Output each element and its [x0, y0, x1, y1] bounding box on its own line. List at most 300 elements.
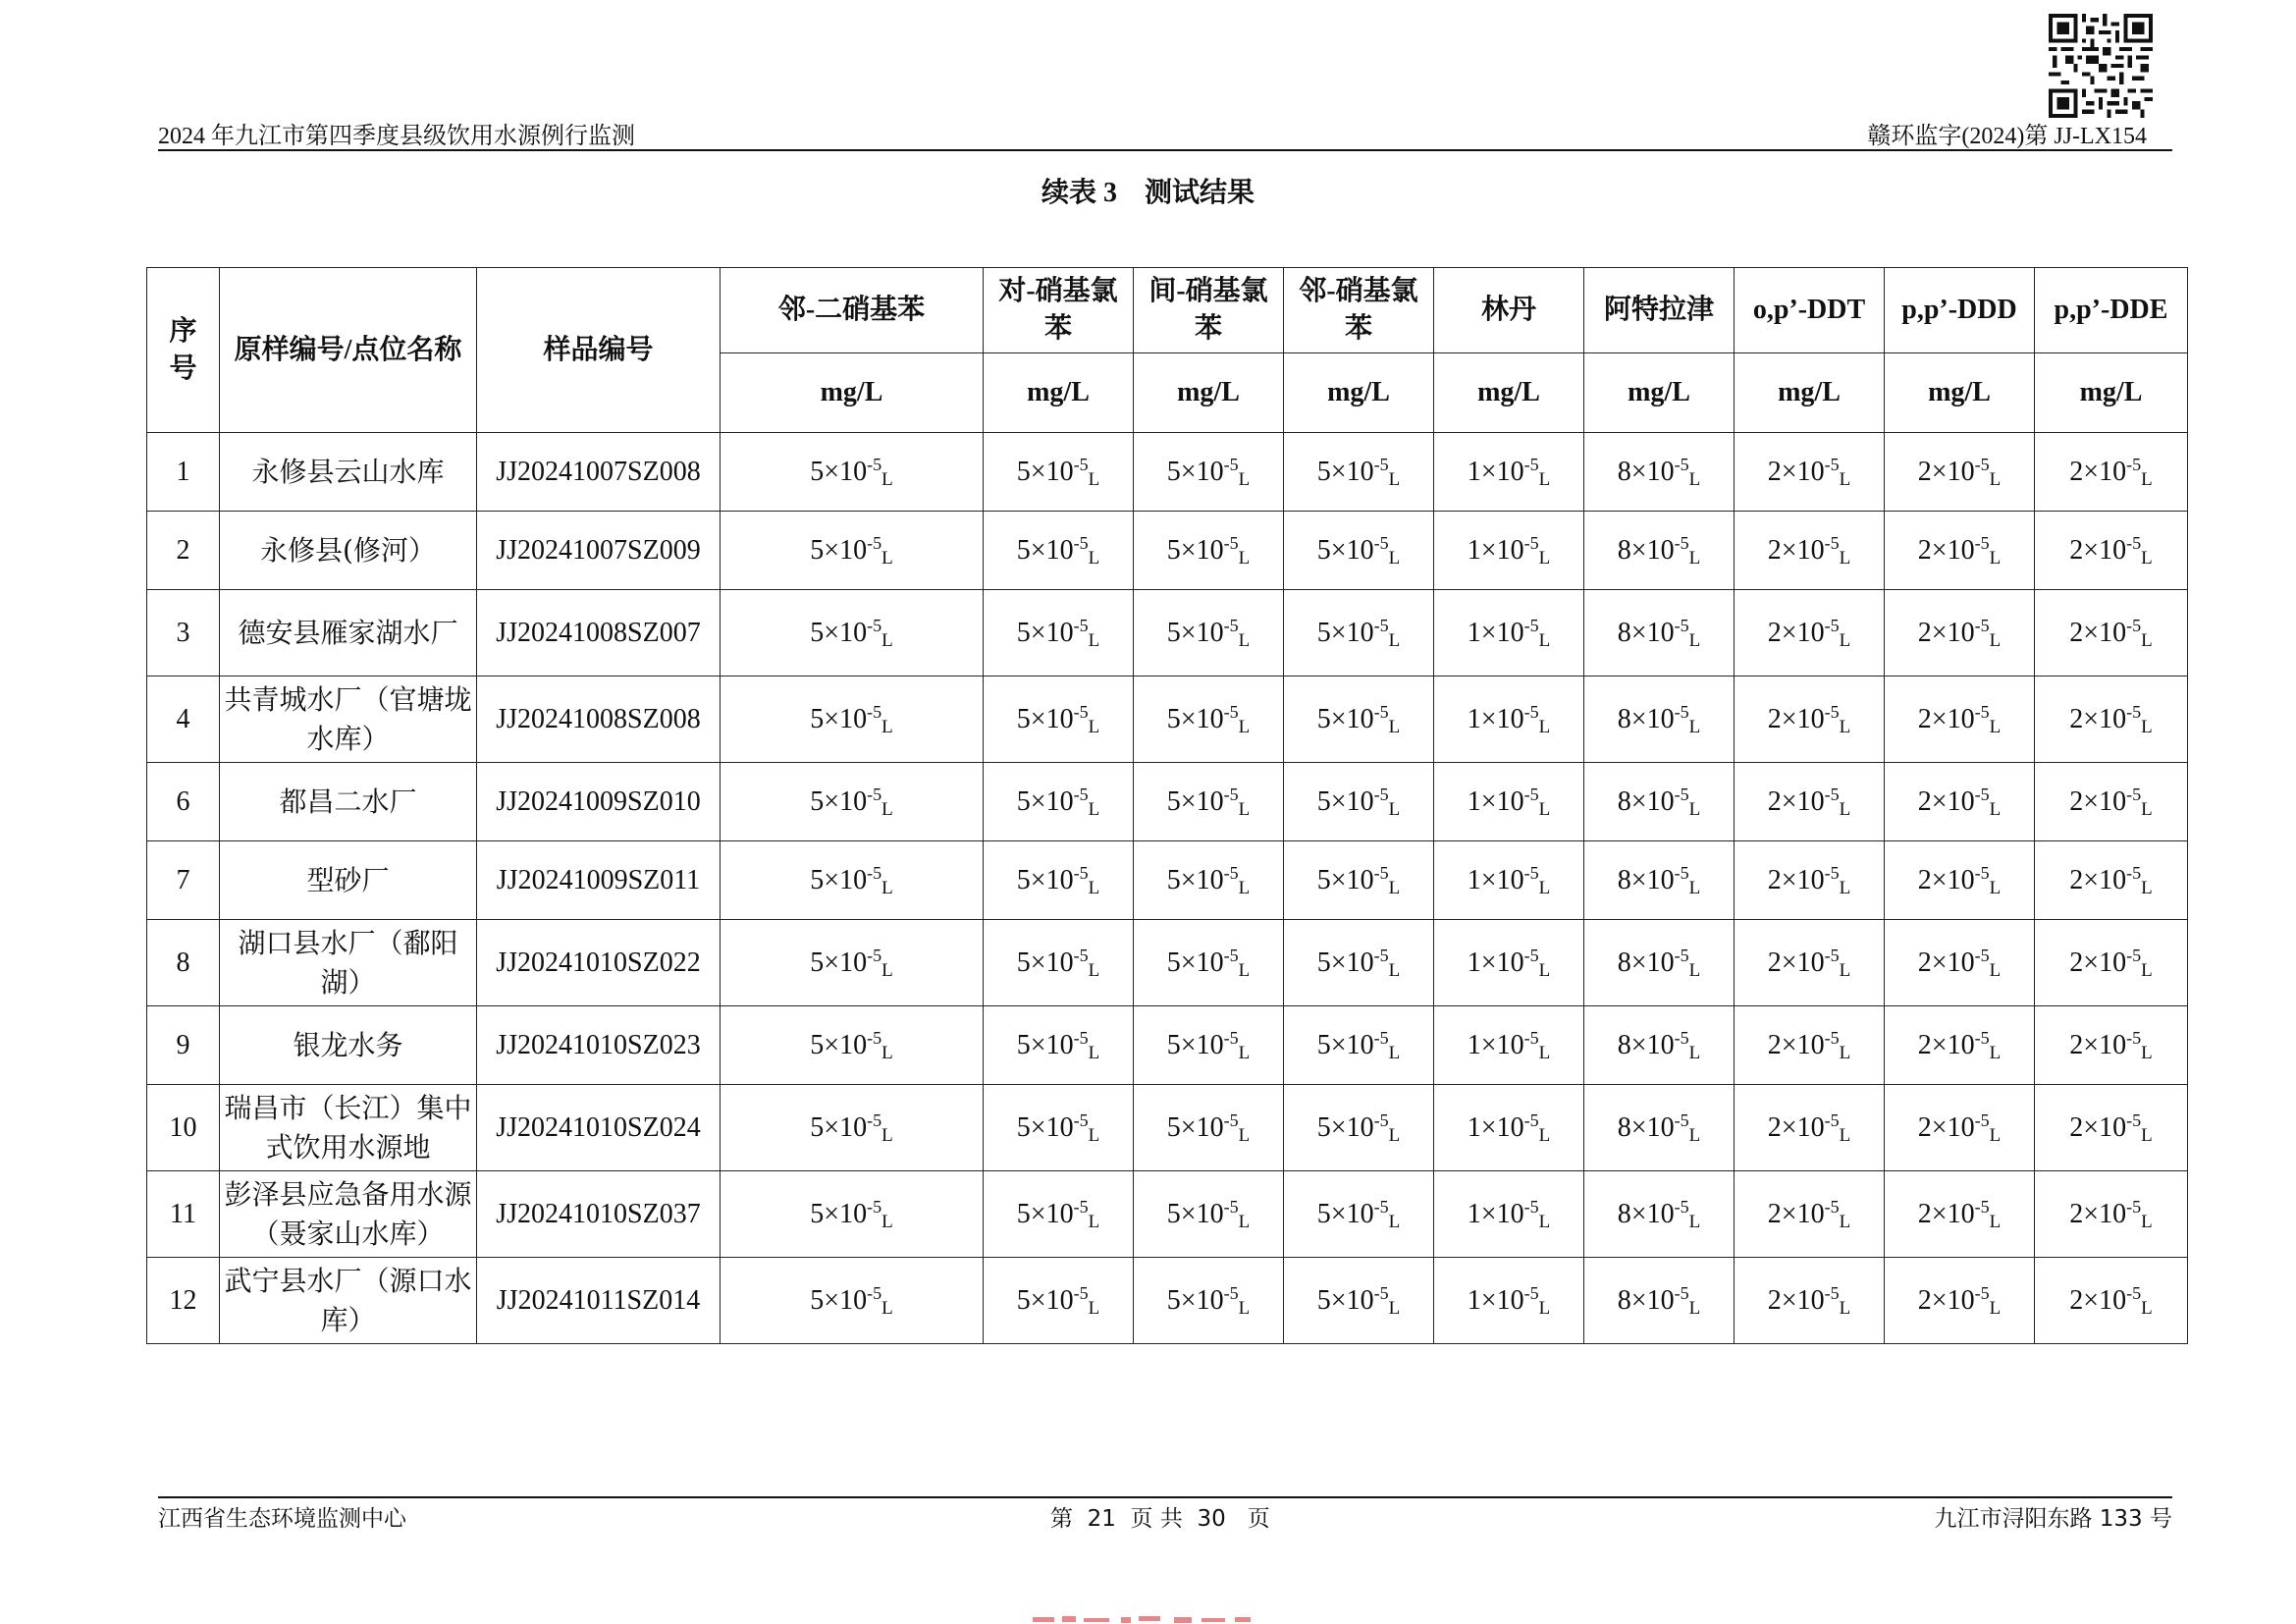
- cell-result-value: [721, 512, 984, 590]
- value-times: ×10: [1480, 785, 1524, 817]
- value-exponent: -5: [1523, 1027, 1539, 1048]
- cell-result-value: [1284, 763, 1434, 841]
- cell-result-value: [1735, 1006, 1885, 1085]
- value-times: ×10: [1480, 1198, 1524, 1229]
- cell-result-value: [721, 1258, 984, 1344]
- value-exponent: -5: [1824, 1027, 1840, 1048]
- results-table-body: [147, 433, 2188, 1344]
- value-times: ×10: [1330, 1029, 1374, 1060]
- cell-result-value: [1134, 920, 1284, 1006]
- value-exponent: -5: [867, 701, 882, 722]
- cell-result-value: [984, 1085, 1134, 1171]
- value-exponent: -5: [1974, 945, 1990, 965]
- value-below-limit-flag: L: [1238, 629, 1251, 651]
- value-times: ×10: [1781, 1284, 1825, 1316]
- cell-result-value: [2035, 590, 2188, 677]
- value-times: ×10: [1330, 534, 1374, 566]
- value-coefficient: 8: [1617, 534, 1631, 566]
- value-exponent: -5: [1073, 1282, 1089, 1303]
- value-times: ×10: [1630, 456, 1675, 487]
- value-times: ×10: [1030, 456, 1074, 487]
- unit-label: mg/L: [1885, 353, 2035, 433]
- cell-result-value: [721, 1006, 984, 1085]
- header-divider: [158, 149, 2172, 151]
- value-below-limit-flag: L: [1989, 629, 2002, 651]
- value-times: ×10: [1480, 1029, 1524, 1060]
- value-times: ×10: [824, 1284, 868, 1316]
- value-below-limit-flag: L: [1088, 629, 1100, 651]
- value-coefficient: 5: [810, 947, 825, 978]
- value-below-limit-flag: L: [1238, 1297, 1251, 1319]
- value-coefficient: 8: [1617, 1111, 1631, 1143]
- value-coefficient: 5: [1016, 864, 1031, 895]
- cell-result-value: [2035, 763, 2188, 841]
- value-below-limit-flag: L: [881, 629, 893, 651]
- cell-seq: 8: [147, 920, 220, 1006]
- value-times: ×10: [1931, 617, 1975, 648]
- cell-result-value: [1284, 677, 1434, 763]
- value-times: ×10: [1330, 785, 1374, 817]
- cell-result-value: [1434, 920, 1584, 1006]
- value-below-limit-flag: L: [881, 547, 893, 568]
- value-coefficient: 2: [1767, 1198, 1782, 1229]
- value-below-limit-flag: L: [1088, 1211, 1100, 1232]
- value-exponent: -5: [1674, 1196, 1689, 1217]
- cell-result-value: [1434, 763, 1584, 841]
- value-times: ×10: [1480, 534, 1524, 566]
- value-below-limit-flag: L: [881, 1124, 893, 1146]
- cell-result-value: [1735, 1171, 1885, 1258]
- table-row: [147, 590, 2188, 677]
- cell-result-value: [721, 841, 984, 920]
- cell-result-value: [1284, 1085, 1434, 1171]
- value-exponent: -5: [1073, 532, 1089, 553]
- cell-result-value: [2035, 1258, 2188, 1344]
- cell-result-value: [721, 1171, 984, 1258]
- value-below-limit-flag: L: [1688, 959, 1701, 981]
- value-below-limit-flag: L: [1088, 1042, 1100, 1063]
- value-times: ×10: [1630, 785, 1675, 817]
- table-row: [147, 433, 2188, 512]
- value-exponent: -5: [1824, 532, 1840, 553]
- value-exponent: -5: [1974, 1027, 1990, 1048]
- column-header-analyte: 邻-硝基氯苯: [1284, 268, 1434, 353]
- value-below-limit-flag: L: [1538, 1042, 1551, 1063]
- cell-site-name: 永修县云山水库: [220, 433, 477, 512]
- cell-result-value: [1584, 1258, 1735, 1344]
- value-times: ×10: [2083, 703, 2127, 734]
- value-exponent: -5: [1824, 1110, 1840, 1130]
- cell-result-value: [1134, 1006, 1284, 1085]
- value-below-limit-flag: L: [1839, 1297, 1851, 1319]
- value-below-limit-flag: L: [1088, 877, 1100, 898]
- cell-result-value: [1284, 590, 1434, 677]
- value-below-limit-flag: L: [1538, 1297, 1551, 1319]
- page-mid: 页 共: [1130, 1506, 1183, 1532]
- value-below-limit-flag: L: [1839, 716, 1851, 737]
- cell-result-value: [1134, 433, 1284, 512]
- cell-result-value: [1584, 1171, 1735, 1258]
- value-coefficient: 2: [1767, 1111, 1782, 1143]
- value-coefficient: 2: [1917, 947, 1932, 978]
- value-below-limit-flag: L: [1538, 468, 1551, 490]
- value-exponent: -5: [1523, 532, 1539, 553]
- value-exponent: -5: [1523, 1282, 1539, 1303]
- value-times: ×10: [1030, 703, 1074, 734]
- value-times: ×10: [1180, 1029, 1224, 1060]
- cell-result-value: [984, 841, 1134, 920]
- cell-result-value: [1284, 920, 1434, 1006]
- value-below-limit-flag: L: [2141, 1297, 2153, 1319]
- value-exponent: -5: [867, 1282, 882, 1303]
- value-below-limit-flag: L: [1538, 959, 1551, 981]
- value-exponent: -5: [1523, 1110, 1539, 1130]
- table-row: [147, 920, 2188, 1006]
- value-below-limit-flag: L: [1088, 547, 1100, 568]
- cell-sample-id: JJ20241007SZ008: [477, 433, 721, 512]
- cell-site-name: 瑞昌市（长江）集中式饮用水源地: [220, 1085, 477, 1171]
- value-times: ×10: [824, 617, 868, 648]
- value-below-limit-flag: L: [2141, 716, 2153, 737]
- value-coefficient: 1: [1467, 864, 1481, 895]
- value-exponent: -5: [1223, 1282, 1239, 1303]
- value-below-limit-flag: L: [1989, 798, 2002, 820]
- value-coefficient: 1: [1467, 456, 1481, 487]
- value-times: ×10: [1030, 1284, 1074, 1316]
- cell-result-value: [1735, 763, 1885, 841]
- value-below-limit-flag: L: [881, 877, 893, 898]
- value-coefficient: 1: [1467, 534, 1481, 566]
- cell-result-value: [1885, 841, 2035, 920]
- value-times: ×10: [824, 1029, 868, 1060]
- value-exponent: -5: [867, 1027, 882, 1048]
- value-coefficient: 2: [2069, 703, 2084, 734]
- value-exponent: -5: [2126, 1196, 2142, 1217]
- cell-seq: 3: [147, 590, 220, 677]
- value-exponent: -5: [2126, 532, 2142, 553]
- value-times: ×10: [1781, 703, 1825, 734]
- value-coefficient: 5: [1316, 703, 1331, 734]
- value-coefficient: 5: [1316, 864, 1331, 895]
- value-below-limit-flag: L: [1688, 468, 1701, 490]
- value-coefficient: 5: [1166, 617, 1181, 648]
- value-coefficient: 5: [1166, 703, 1181, 734]
- cell-seq: 1: [147, 433, 220, 512]
- value-exponent: -5: [1974, 784, 1990, 804]
- value-times: ×10: [1931, 1111, 1975, 1143]
- page-suffix: 页: [1247, 1506, 1270, 1532]
- value-coefficient: 5: [810, 617, 825, 648]
- value-below-limit-flag: L: [1839, 877, 1851, 898]
- column-header-original-id: 原样编号/点位名称: [220, 268, 477, 433]
- value-times: ×10: [1330, 864, 1374, 895]
- value-coefficient: 8: [1617, 1284, 1631, 1316]
- value-below-limit-flag: L: [1388, 959, 1401, 981]
- value-coefficient: 5: [1316, 617, 1331, 648]
- value-coefficient: 5: [1166, 534, 1181, 566]
- value-times: ×10: [1630, 947, 1675, 978]
- value-exponent: -5: [867, 945, 882, 965]
- cell-result-value: [1885, 920, 2035, 1006]
- value-times: ×10: [1781, 947, 1825, 978]
- value-exponent: -5: [1974, 454, 1990, 474]
- value-exponent: -5: [1223, 701, 1239, 722]
- value-coefficient: 5: [1016, 785, 1031, 817]
- value-exponent: -5: [1824, 862, 1840, 883]
- value-exponent: -5: [1373, 862, 1389, 883]
- value-exponent: -5: [867, 1110, 882, 1130]
- table-row: [147, 677, 2188, 763]
- footer-address: 九江市浔阳东路 133 号: [1934, 1506, 2172, 1532]
- footer-divider: [158, 1496, 2172, 1498]
- value-below-limit-flag: L: [1238, 468, 1251, 490]
- value-times: ×10: [824, 947, 868, 978]
- value-exponent: -5: [1073, 701, 1089, 722]
- value-coefficient: 1: [1467, 1029, 1481, 1060]
- value-coefficient: 2: [2069, 785, 2084, 817]
- value-coefficient: 5: [1016, 534, 1031, 566]
- cell-result-value: [1885, 677, 2035, 763]
- cell-sample-id: JJ20241008SZ007: [477, 590, 721, 677]
- unit-label: mg/L: [2035, 353, 2188, 433]
- value-times: ×10: [1180, 456, 1224, 487]
- value-below-limit-flag: L: [1839, 1211, 1851, 1232]
- value-coefficient: 5: [1316, 456, 1331, 487]
- cell-result-value: [1284, 433, 1434, 512]
- table-header-row: [147, 268, 2188, 353]
- value-below-limit-flag: L: [1839, 1124, 1851, 1146]
- value-coefficient: 5: [1016, 1284, 1031, 1316]
- value-exponent: -5: [1373, 945, 1389, 965]
- value-exponent: -5: [1674, 1110, 1689, 1130]
- value-below-limit-flag: L: [1238, 716, 1251, 737]
- value-below-limit-flag: L: [1688, 798, 1701, 820]
- cell-result-value: [1885, 763, 2035, 841]
- cell-result-value: [1735, 590, 1885, 677]
- value-below-limit-flag: L: [1238, 1042, 1251, 1063]
- column-header-analyte: 林丹: [1434, 268, 1584, 353]
- cell-result-value: [1134, 590, 1284, 677]
- cell-result-value: [1134, 1085, 1284, 1171]
- cell-site-name: 湖口县水厂（鄱阳湖）: [220, 920, 477, 1006]
- value-below-limit-flag: L: [1388, 468, 1401, 490]
- value-coefficient: 2: [1917, 1111, 1932, 1143]
- column-header-analyte: o,p’-DDT: [1735, 268, 1885, 353]
- value-below-limit-flag: L: [2141, 629, 2153, 651]
- value-exponent: -5: [1824, 454, 1840, 474]
- value-below-limit-flag: L: [1688, 1211, 1701, 1232]
- cell-result-value: [1584, 1085, 1735, 1171]
- cell-result-value: [1584, 512, 1735, 590]
- table-row: [147, 763, 2188, 841]
- value-coefficient: 2: [1767, 617, 1782, 648]
- cell-result-value: [2035, 433, 2188, 512]
- value-below-limit-flag: L: [1388, 716, 1401, 737]
- value-coefficient: 5: [810, 1111, 825, 1143]
- cell-result-value: [1134, 1258, 1284, 1344]
- value-below-limit-flag: L: [1388, 1211, 1401, 1232]
- value-coefficient: 2: [1917, 617, 1932, 648]
- value-below-limit-flag: L: [2141, 547, 2153, 568]
- value-times: ×10: [1931, 785, 1975, 817]
- value-coefficient: 8: [1617, 617, 1631, 648]
- value-times: ×10: [1330, 617, 1374, 648]
- value-exponent: -5: [1523, 862, 1539, 883]
- report-header-title: 2024 年九江市第四季度县级饮用水源例行监测: [158, 124, 635, 149]
- value-times: ×10: [1630, 1284, 1675, 1316]
- value-below-limit-flag: L: [1538, 877, 1551, 898]
- value-exponent: -5: [1073, 784, 1089, 804]
- cell-seq: 6: [147, 763, 220, 841]
- cell-sample-id: JJ20241010SZ024: [477, 1085, 721, 1171]
- value-exponent: -5: [1674, 454, 1689, 474]
- cell-result-value: [1885, 1258, 2035, 1344]
- value-below-limit-flag: L: [1388, 1042, 1401, 1063]
- value-below-limit-flag: L: [2141, 1124, 2153, 1146]
- value-exponent: -5: [2126, 1027, 2142, 1048]
- value-exponent: -5: [1974, 701, 1990, 722]
- value-exponent: -5: [1674, 1282, 1689, 1303]
- value-times: ×10: [824, 456, 868, 487]
- value-coefficient: 5: [810, 1029, 825, 1060]
- value-times: ×10: [1030, 864, 1074, 895]
- value-times: ×10: [1180, 703, 1224, 734]
- value-coefficient: 2: [1767, 785, 1782, 817]
- cell-result-value: [721, 763, 984, 841]
- value-exponent: -5: [1523, 945, 1539, 965]
- value-exponent: -5: [1073, 862, 1089, 883]
- cell-result-value: [1434, 1006, 1584, 1085]
- value-coefficient: 5: [1166, 947, 1181, 978]
- value-coefficient: 2: [2069, 456, 2084, 487]
- cell-seq: 2: [147, 512, 220, 590]
- value-times: ×10: [1480, 947, 1524, 978]
- cell-sample-id: JJ20241010SZ022: [477, 920, 721, 1006]
- value-times: ×10: [824, 864, 868, 895]
- value-exponent: -5: [1223, 1027, 1239, 1048]
- value-exponent: -5: [1974, 862, 1990, 883]
- value-below-limit-flag: L: [881, 468, 893, 490]
- value-coefficient: 2: [1767, 534, 1782, 566]
- value-times: ×10: [1330, 703, 1374, 734]
- value-coefficient: 8: [1617, 703, 1631, 734]
- value-exponent: -5: [1523, 701, 1539, 722]
- cell-site-name: 都昌二水厂: [220, 763, 477, 841]
- value-exponent: -5: [1073, 615, 1089, 635]
- value-times: ×10: [2083, 1029, 2127, 1060]
- value-below-limit-flag: L: [1238, 1124, 1251, 1146]
- value-coefficient: 2: [2069, 947, 2084, 978]
- cell-sample-id: JJ20241011SZ014: [477, 1258, 721, 1344]
- value-times: ×10: [1330, 1284, 1374, 1316]
- value-exponent: -5: [1974, 1110, 1990, 1130]
- cell-result-value: [1134, 1171, 1284, 1258]
- value-coefficient: 2: [2069, 617, 2084, 648]
- value-exponent: -5: [1824, 1282, 1840, 1303]
- cell-result-value: [1434, 1171, 1584, 1258]
- value-times: ×10: [1330, 1111, 1374, 1143]
- value-exponent: -5: [1373, 784, 1389, 804]
- cell-result-value: [984, 763, 1134, 841]
- report-number: 赣环监字(2024)第 JJ-LX154: [1867, 124, 2147, 149]
- value-coefficient: 2: [1917, 534, 1932, 566]
- value-exponent: -5: [1223, 784, 1239, 804]
- value-times: ×10: [1180, 1284, 1224, 1316]
- cell-site-name: 德安县雁家湖水厂: [220, 590, 477, 677]
- value-exponent: -5: [2126, 862, 2142, 883]
- value-exponent: -5: [1974, 615, 1990, 635]
- value-exponent: -5: [1073, 945, 1089, 965]
- value-exponent: -5: [2126, 615, 2142, 635]
- value-coefficient: 8: [1617, 864, 1631, 895]
- value-below-limit-flag: L: [1088, 1124, 1100, 1146]
- value-below-limit-flag: L: [1088, 468, 1100, 490]
- value-below-limit-flag: L: [1989, 877, 2002, 898]
- value-below-limit-flag: L: [1238, 877, 1251, 898]
- value-coefficient: 5: [1166, 864, 1181, 895]
- unit-label: mg/L: [1434, 353, 1584, 433]
- value-times: ×10: [1180, 947, 1224, 978]
- value-times: ×10: [2083, 785, 2127, 817]
- cell-result-value: [984, 590, 1134, 677]
- value-exponent: -5: [2126, 1282, 2142, 1303]
- value-coefficient: 2: [1767, 456, 1782, 487]
- value-times: ×10: [1931, 456, 1975, 487]
- value-below-limit-flag: L: [1688, 716, 1701, 737]
- value-below-limit-flag: L: [1989, 716, 2002, 737]
- value-coefficient: 2: [1917, 864, 1932, 895]
- value-coefficient: 5: [1316, 1029, 1331, 1060]
- value-exponent: -5: [1824, 701, 1840, 722]
- cell-result-value: [1134, 841, 1284, 920]
- value-below-limit-flag: L: [1538, 798, 1551, 820]
- cell-result-value: [1885, 1006, 2035, 1085]
- cell-result-value: [721, 433, 984, 512]
- cell-sample-id: JJ20241008SZ008: [477, 677, 721, 763]
- unit-label: mg/L: [1284, 353, 1434, 433]
- cell-seq: 10: [147, 1085, 220, 1171]
- value-below-limit-flag: L: [1088, 716, 1100, 737]
- value-times: ×10: [2083, 534, 2127, 566]
- page-indicator: [1050, 1500, 1270, 1533]
- value-exponent: -5: [1824, 945, 1840, 965]
- red-seal-stamp: [1029, 1615, 1274, 1624]
- value-coefficient: 8: [1617, 947, 1631, 978]
- value-exponent: -5: [1223, 1196, 1239, 1217]
- value-times: ×10: [824, 785, 868, 817]
- value-exponent: -5: [867, 1196, 882, 1217]
- value-below-limit-flag: L: [1538, 1124, 1551, 1146]
- value-times: ×10: [1330, 947, 1374, 978]
- value-coefficient: 1: [1467, 1284, 1481, 1316]
- value-times: ×10: [1781, 785, 1825, 817]
- cell-result-value: [1434, 433, 1584, 512]
- value-exponent: -5: [1073, 1027, 1089, 1048]
- cell-result-value: [1284, 1006, 1434, 1085]
- cell-result-value: [1584, 920, 1735, 1006]
- cell-result-value: [721, 920, 984, 1006]
- value-times: ×10: [1781, 864, 1825, 895]
- value-below-limit-flag: L: [1688, 1297, 1701, 1319]
- value-below-limit-flag: L: [1688, 1124, 1701, 1146]
- value-times: ×10: [2083, 1111, 2127, 1143]
- value-below-limit-flag: L: [881, 716, 893, 737]
- value-exponent: -5: [1674, 784, 1689, 804]
- value-coefficient: 1: [1467, 947, 1481, 978]
- value-below-limit-flag: L: [1538, 547, 1551, 568]
- value-times: ×10: [2083, 1284, 2127, 1316]
- value-below-limit-flag: L: [1088, 798, 1100, 820]
